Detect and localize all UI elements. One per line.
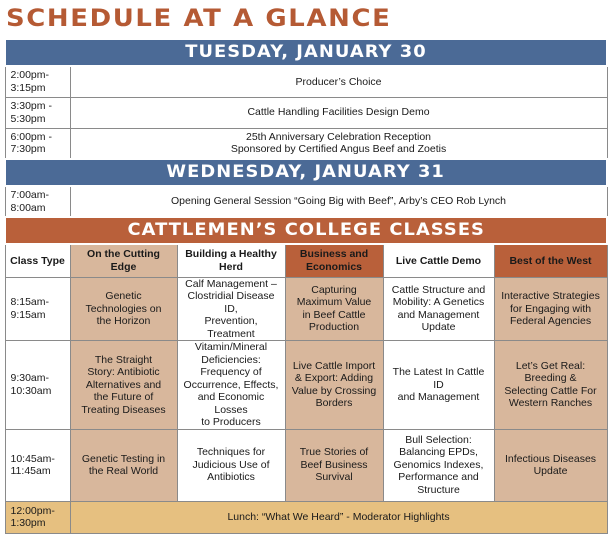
schedule-table [4, 38, 608, 534]
time-cell: 2:00pm- 3:15pm [5, 66, 70, 97]
column-header-cutting-edge: On the Cutting Edge [70, 244, 177, 277]
table-row [5, 277, 607, 341]
time-cell: 7:00am- 8:00am [5, 186, 70, 217]
time-cell: 3:30pm - 5:30pm [5, 97, 70, 128]
class-cell: Cattle Structure and Mobility: A Genetics and Management Update [383, 277, 494, 341]
class-cell: Genetic Testing in the Real World [70, 429, 177, 501]
table-row [5, 186, 607, 217]
column-header-live-cattle: Live Cattle Demo [383, 244, 494, 277]
table-row [5, 97, 607, 128]
column-header-healthy-herd: Building a Healthy Herd [177, 244, 285, 277]
column-header-class-type: Class Type [5, 244, 70, 277]
event-cell: Opening General Session “Going Big with Beef”, Arby’s CEO Rob Lynch [70, 186, 607, 217]
class-cell: Let’s Get Real: Breeding & Selecting Cattle For Western Ranches [494, 341, 607, 430]
table-row [5, 429, 607, 501]
wednesday-heading: WEDNESDAY, JANUARY 31 [166, 162, 446, 183]
lunch-row [5, 501, 607, 533]
classes-heading: CATTLEMEN’S COLLEGE CLASSES [127, 220, 485, 241]
event-cell: Producer’s Choice [70, 66, 607, 97]
class-cell: The Straight Story: Antibiotic Alternatives and the Future of Treating Diseases [70, 341, 177, 430]
class-cell: Interactive Strategies for Engaging with Federal Agencies [494, 277, 607, 341]
class-cell: Infectious Diseases Update [494, 429, 607, 501]
class-cell: Techniques for Judicious Use of Antibiotics [177, 429, 285, 501]
lunch-cell: Lunch: “What We Heard” - Moderator Highlights [70, 501, 607, 533]
page-title: SCHEDULE AT A GLANCE [6, 4, 392, 32]
event-cell: Cattle Handling Facilities Design Demo [70, 97, 607, 128]
class-cell: Genetic Technologies on the Horizon [70, 277, 177, 341]
classes-band [5, 217, 607, 244]
class-cell: Vitamin/Mineral Deficiencies: Frequency of Occurrence, Effects, and Economic Losses to Producers [177, 341, 285, 430]
column-header-business: Business and Economics [285, 244, 383, 277]
tuesday-heading: TUESDAY, JANUARY 30 [185, 42, 427, 63]
class-cell: Calf Management – Clostridial Disease ID, Prevention, Treatment [177, 277, 285, 341]
class-cell: Capturing Maximum Value in Beef Cattle Production [285, 277, 383, 341]
table-row [5, 128, 607, 159]
event-cell: 25th Anniversary Celebration Reception Sponsored by Certified Angus Beef and Zoetis [70, 128, 607, 159]
tuesday-band [5, 39, 607, 66]
table-row [5, 341, 607, 430]
column-header-row [5, 244, 607, 277]
class-cell: The Latest In Cattle ID and Management [383, 341, 494, 430]
table-row [5, 66, 607, 97]
time-cell: 9:30am- 10:30am [5, 341, 70, 430]
time-cell: 12:00pm- 1:30pm [5, 501, 70, 533]
time-cell: 8:15am- 9:15am [5, 277, 70, 341]
class-cell: Live Cattle Import & Export: Adding Value by Crossing Borders [285, 341, 383, 430]
time-cell: 6:00pm - 7:30pm [5, 128, 70, 159]
class-cell: True Stories of Beef Business Survival [285, 429, 383, 501]
class-cell: Bull Selection: Balancing EPDs, Genomics Indexes, Performance and Structure [383, 429, 494, 501]
column-header-best-of-west: Best of the West [494, 244, 607, 277]
wednesday-band [5, 159, 607, 186]
time-cell: 10:45am- 11:45am [5, 429, 70, 501]
